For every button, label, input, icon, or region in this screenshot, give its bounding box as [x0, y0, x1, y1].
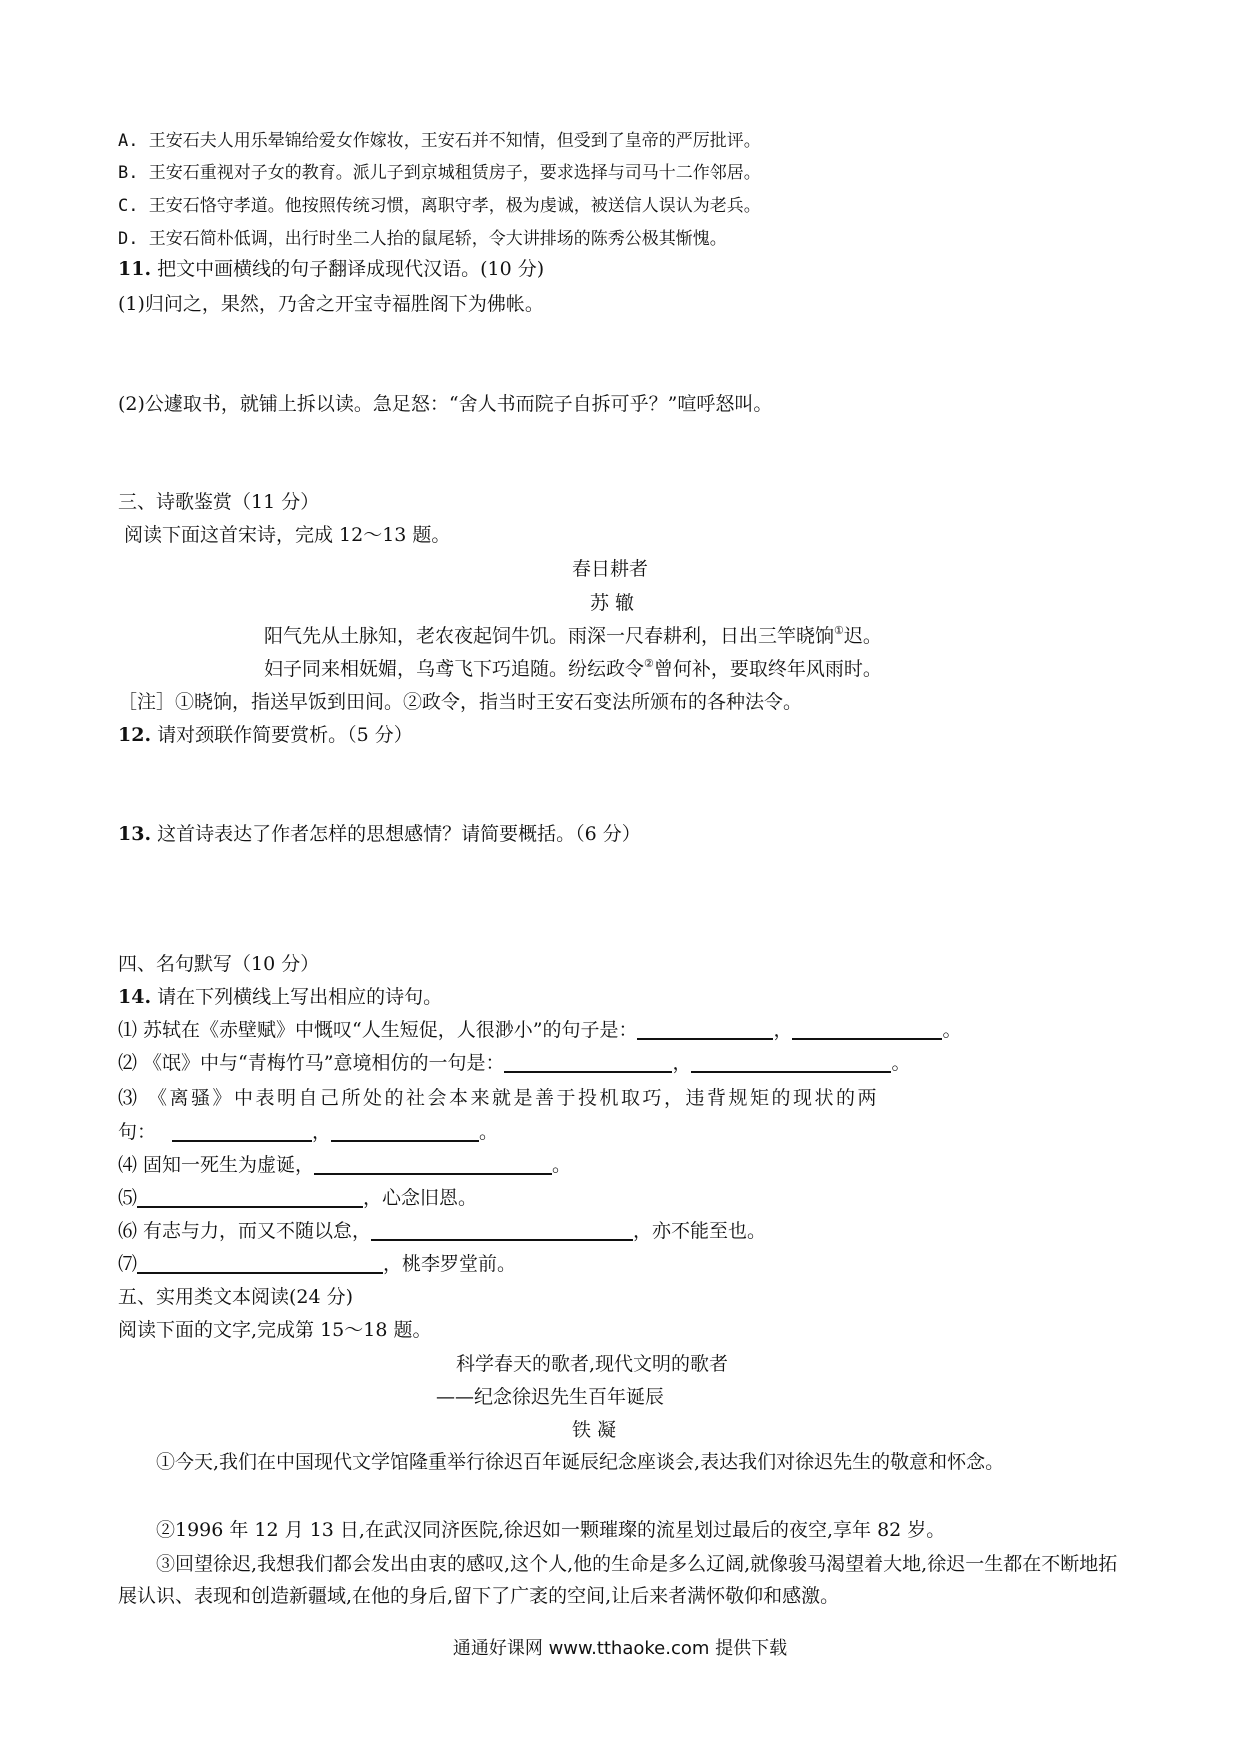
question-13: [118, 822, 641, 846]
fill-item-text: ，桃李罗堂前。: [383, 1253, 517, 1275]
poem-line-1-end: 迟。: [843, 625, 882, 647]
fill-item-1: [118, 1018, 962, 1042]
question-11-sentence-2: (2)公遽取书，就铺上拆以读。急足怒：“舍人书而院子自拆可乎？”喧呼怒叫。: [118, 393, 773, 415]
fill-item-text: ⑷ 固知一死生为虚诞，: [118, 1154, 315, 1176]
article-author: 铁 凝: [572, 1419, 617, 1441]
fill-item-number: ⑸: [118, 1187, 138, 1209]
question-11: [118, 257, 544, 281]
fill-item-5: [118, 1186, 477, 1210]
fill-item-6: [118, 1219, 766, 1243]
poem-line-2-end: 曾何补，要取终年风雨时。: [653, 658, 882, 680]
answer-blank[interactable]: [137, 1188, 363, 1208]
comma: ，: [773, 1019, 793, 1041]
fill-item-text: ⑴ 苏轼在《赤壁赋》中慨叹“人生短促，人很渺小”的句子是：: [118, 1019, 638, 1041]
section-5-intro: 阅读下面的文字,完成第 15～18 题。: [118, 1319, 432, 1341]
option-b: B. 王安石重视对子女的教育。派儿子到京城租赁房子，要求选择与司马十二作邻居。: [118, 163, 761, 183]
answer-blank[interactable]: [314, 1155, 552, 1175]
fill-item-number: ⑺: [118, 1253, 138, 1275]
article-paragraph-1: ①今天,我们在中国现代文学馆隆重举行徐迟百年诞辰纪念座谈会,表达我们对徐迟先生的敬意和怀念。: [156, 1451, 1005, 1473]
answer-blank[interactable]: [792, 1020, 942, 1040]
fill-item-text: ，心念旧恩。: [363, 1187, 478, 1209]
period: 。: [942, 1019, 962, 1041]
answer-blank[interactable]: [691, 1053, 891, 1073]
answer-blank[interactable]: [172, 1122, 312, 1142]
poem-line-1: [264, 624, 882, 648]
question-number: 11.: [118, 258, 152, 280]
fill-item-7: [118, 1252, 516, 1276]
answer-blank[interactable]: [637, 1020, 773, 1040]
section-3-intro: 阅读下面这首宋诗，完成 12～13 题。: [124, 524, 451, 546]
poem-line-1-text: 阳气先从土脉知，老农夜起饲牛饥。雨深一尺春耕利，日出三竿晓饷: [264, 625, 835, 647]
question-number: 12.: [118, 724, 152, 746]
fill-item-text: ⑵ 《氓》中与“青梅竹马”意境相仿的一句是：: [118, 1052, 505, 1074]
question-text: 把文中画横线的句子翻译成现代汉语。(10 分): [157, 258, 545, 280]
answer-blank[interactable]: [504, 1053, 672, 1073]
fill-item-3: ⑶ 《离骚》中表明自己所处的社会本来就是善于投机取巧，违背规矩的现状的两: [118, 1087, 880, 1109]
period: 。: [479, 1121, 499, 1143]
fill-item-text: ⑹ 有志与力，而又不随以怠，: [118, 1220, 372, 1242]
section-4-heading: 四、名句默写（10 分）: [118, 953, 320, 975]
article-subtitle: ——纪念徐迟先生百年诞辰: [436, 1386, 665, 1408]
period: 。: [552, 1154, 572, 1176]
question-14: [118, 985, 442, 1009]
poem-line-2: [264, 657, 882, 681]
answer-blank[interactable]: [371, 1221, 633, 1241]
poem-line-2-text: 妇子同来相妩媚，乌鸢飞下巧追随。纷纭政令: [264, 658, 645, 680]
poem-title: 春日耕者: [572, 558, 649, 580]
question-number: 14.: [118, 986, 152, 1008]
section-3-heading: 三、诗歌鉴赏（11 分）: [118, 491, 320, 513]
comma: ，: [312, 1121, 332, 1143]
section-5-heading: 五、实用类文本阅读(24 分): [118, 1286, 354, 1308]
answer-blank[interactable]: [331, 1122, 479, 1142]
option-d: D. 王安石简朴低调，出行时坐二人抬的鼠尾轿，令大讲排场的陈秀公极其惭愧。: [118, 229, 727, 249]
fill-item-text: 句：: [118, 1121, 157, 1143]
option-c: C. 王安石恪守孝道。他按照传统习惯，离职守孝，极为虔诚，被送信人误认为老兵。: [118, 196, 761, 216]
fill-item-4: [118, 1153, 571, 1177]
question-12: [118, 723, 413, 747]
poem-note: ［注］①晓饷，指送早饭到田间。②政令，指当时王安石变法所颁布的各种法令。: [118, 691, 803, 713]
fill-item-2: [118, 1051, 911, 1075]
question-text: 这首诗表达了作者怎样的思想感情？请简要概括。（6 分）: [157, 823, 641, 845]
article-paragraph-3: ③回望徐迟,我想我们都会发出由衷的感叹,这个人,他的生命是多么辽阔,就像骏马渴望着大地,徐迟一生都在不断地拓展认识、表现和创造新疆域,在他的身后,留下了广袤的空间,让后来者满怀敬仰和感激。: [118, 1553, 1118, 1607]
answer-blank[interactable]: [137, 1254, 383, 1274]
question-11-sentence-1: (1)归问之，果然，乃舍之开宝寺福胜阁下为佛帐。: [118, 293, 544, 315]
fill-item-3-line-2: [118, 1120, 498, 1144]
fill-item-text: ，亦不能至也。: [633, 1220, 767, 1242]
question-text: 请对颈联作简要赏析。（5 分）: [157, 724, 413, 746]
question-number: 13.: [118, 823, 152, 845]
footer-watermark: 通通好课网 www.tthaoke.com 提供下载: [452, 1638, 788, 1659]
option-a: A. 王安石夫人用乐晕锦给爱女作嫁妆，王安石并不知情，但受到了皇帝的严厉批评。: [118, 131, 761, 151]
period: 。: [891, 1052, 911, 1074]
comma: ，: [672, 1052, 692, 1074]
article-paragraph-2: ②1996 年 12 月 13 日,在武汉同济医院,徐迟如一颗璀璨的流星划过最后的夜空,享年 82 岁。: [156, 1519, 946, 1541]
poem-author: 苏 辙: [590, 592, 635, 614]
article-title: 科学春天的歌者,现代文明的歌者: [456, 1353, 729, 1375]
footnote-marker-2: ②: [644, 657, 654, 670]
question-text: 请在下列横线上写出相应的诗句。: [157, 986, 443, 1008]
footnote-marker-1: ①: [834, 624, 844, 637]
